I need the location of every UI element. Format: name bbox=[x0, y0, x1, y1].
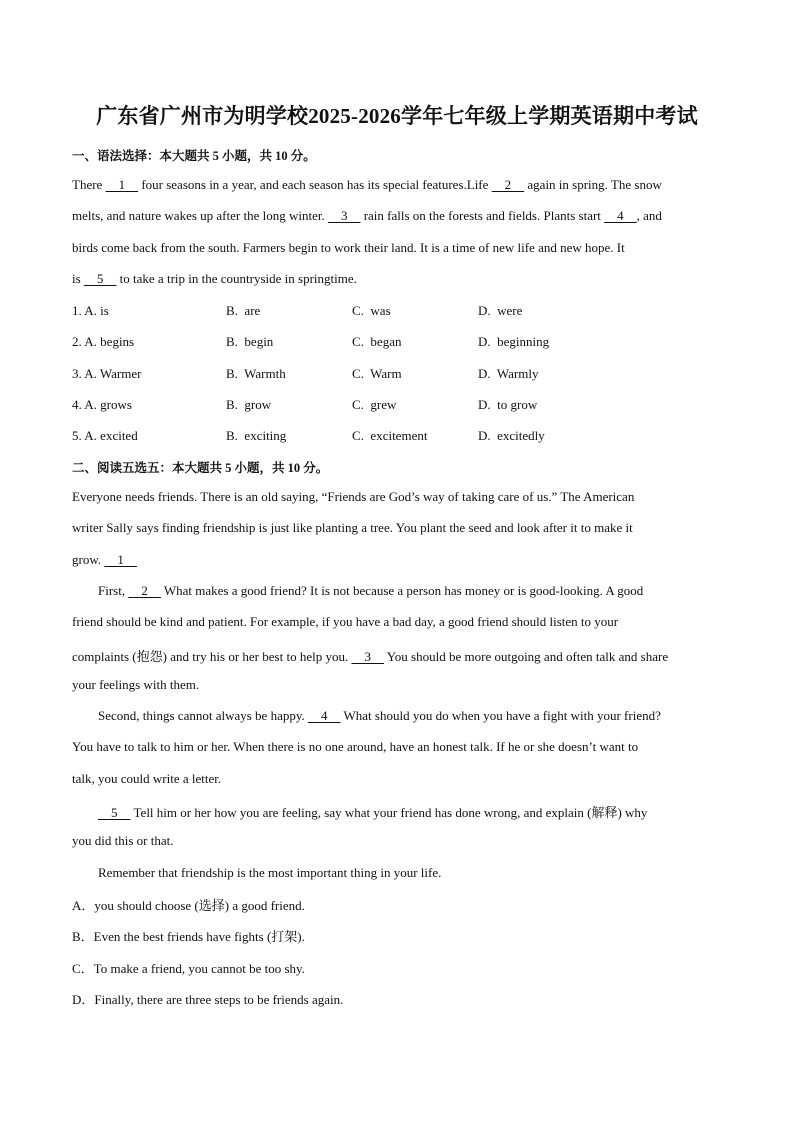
passage-text: melts, and nature wakes up after the long winter. bbox=[72, 208, 328, 224]
question-option: 4. A. grows bbox=[72, 396, 132, 412]
question-option: C. excitement bbox=[352, 428, 428, 444]
passage-text: rain falls on the forests and fields. Plants start bbox=[360, 208, 605, 224]
passage-line bbox=[72, 489, 634, 505]
question-option: C. grew bbox=[352, 396, 397, 412]
passage-text: What should you do when you have a fight with your friend? bbox=[340, 708, 661, 724]
passage-line bbox=[72, 646, 668, 665]
question-option: C. Warm bbox=[352, 365, 402, 381]
passage-text: Tell him or her how you are feeling, say what your friend has done wrong, and explain (解释) why bbox=[130, 805, 648, 820]
passage-line bbox=[72, 865, 441, 881]
answer-blank: 2 bbox=[128, 582, 161, 598]
passage-line bbox=[72, 583, 643, 599]
passage-text: There bbox=[72, 177, 106, 192]
passage-line bbox=[72, 177, 662, 193]
answer-blank: 1 bbox=[104, 551, 137, 567]
passage-line bbox=[72, 271, 357, 287]
passage-text: is bbox=[72, 270, 84, 286]
question-option: D. excitedly bbox=[478, 428, 545, 444]
answer-blank: 1 bbox=[105, 177, 139, 192]
question-option: D. to grow bbox=[478, 396, 538, 412]
passage-text: your feelings with them. bbox=[72, 676, 200, 692]
passage-text: , and bbox=[636, 208, 662, 224]
answer-blank: 4 bbox=[308, 708, 341, 724]
passage-text: Second, things cannot always be happy. bbox=[72, 708, 308, 724]
section2-heading: 二、阅读五选五：本大题共 5 小题，共 10 分。 bbox=[72, 461, 329, 475]
question-option: B. grow bbox=[226, 396, 272, 412]
choice-option: C．To make a friend, you cannot be too shy. bbox=[72, 960, 305, 976]
answer-blank: 3 bbox=[327, 208, 361, 224]
passage-text: complaints (抱怨) and try his or her best to help you. bbox=[72, 648, 352, 664]
passage-text: four seasons in a year, and each season has its special features.Life bbox=[138, 177, 492, 192]
passage-text: again in spring. The snow bbox=[524, 177, 662, 192]
exam-title: 广东省广州市为明学校2025-2026学年七年级上学期英语期中考试 bbox=[96, 104, 698, 128]
choice-option: A．you should choose (选择) a good friend. bbox=[72, 898, 305, 913]
passage-text bbox=[72, 805, 98, 820]
passage-text: Everyone needs friends. There is an old saying, “Friends are God’s way of taking care of us.” The American bbox=[72, 489, 635, 504]
passage-line bbox=[72, 833, 173, 849]
question-option: 1. A. is bbox=[72, 303, 109, 318]
passage-line bbox=[72, 708, 661, 724]
question-option: B. Warmth bbox=[226, 365, 286, 381]
passage-line bbox=[72, 614, 618, 630]
question-option: C. began bbox=[352, 334, 402, 350]
passage-line bbox=[72, 208, 662, 224]
passage-text: talk, you could write a letter. bbox=[72, 770, 222, 786]
answer-blank: 5 bbox=[98, 805, 131, 820]
question-option: B. are bbox=[226, 303, 261, 318]
passage-text: First, bbox=[72, 582, 129, 598]
passage-text: grow. bbox=[72, 551, 105, 567]
answer-blank: 4 bbox=[604, 208, 637, 224]
question-option: C. was bbox=[352, 303, 391, 318]
question-option: 3. A. Warmer bbox=[72, 365, 142, 381]
answer-blank: 3 bbox=[351, 648, 384, 664]
passage-text: writer Sally says finding friendship is just like planting a tree. You plant the seed and look after it to make it bbox=[72, 520, 633, 536]
passage-line bbox=[72, 677, 199, 693]
passage-text: to take a trip in the countryside in springtime. bbox=[116, 270, 357, 286]
question-option: D. beginning bbox=[478, 334, 550, 350]
passage-line bbox=[72, 552, 137, 568]
passage-line bbox=[72, 802, 647, 821]
passage-text: What makes a good friend? It is not because a person has money or is good-looking. A good bbox=[160, 582, 644, 598]
passage-line bbox=[72, 771, 221, 787]
question-option: D. were bbox=[478, 303, 523, 318]
question-option: B. begin bbox=[226, 334, 274, 350]
question-option: 2. A. begins bbox=[72, 334, 135, 350]
answer-blank: 5 bbox=[83, 270, 117, 286]
passage-line bbox=[72, 520, 633, 536]
passage-line bbox=[72, 240, 625, 256]
question-option: B. exciting bbox=[226, 428, 287, 444]
passage-text: You should be more outgoing and often talk and share bbox=[383, 648, 669, 664]
passage-text: friend should be kind and patient. For example, if you have a bad day, a good friend should listen to your bbox=[72, 614, 619, 630]
question-option: 5. A. excited bbox=[72, 428, 138, 444]
passage-text: You have to talk to him or her. When there is no one around, have an honest talk. If he or she doesn’t want to bbox=[72, 739, 639, 755]
question-option: D. Warmly bbox=[478, 365, 539, 381]
section1-heading: 一、语法选择：本大题共 5 小题，共 10 分。 bbox=[72, 149, 316, 163]
choice-option: D．Finally, there are three steps to be friends again. bbox=[72, 991, 344, 1007]
passage-line bbox=[72, 739, 638, 755]
answer-blank: 2 bbox=[491, 177, 525, 192]
passage-text: Remember that friendship is the most important thing in your life. bbox=[72, 864, 442, 880]
choice-option: B．Even the best friends have fights (打架). bbox=[72, 929, 305, 945]
passage-text: you did this or that. bbox=[72, 833, 174, 849]
passage-text: birds come back from the south. Farmers begin to work their land. It is a time of new life and new hope. It bbox=[72, 239, 625, 255]
